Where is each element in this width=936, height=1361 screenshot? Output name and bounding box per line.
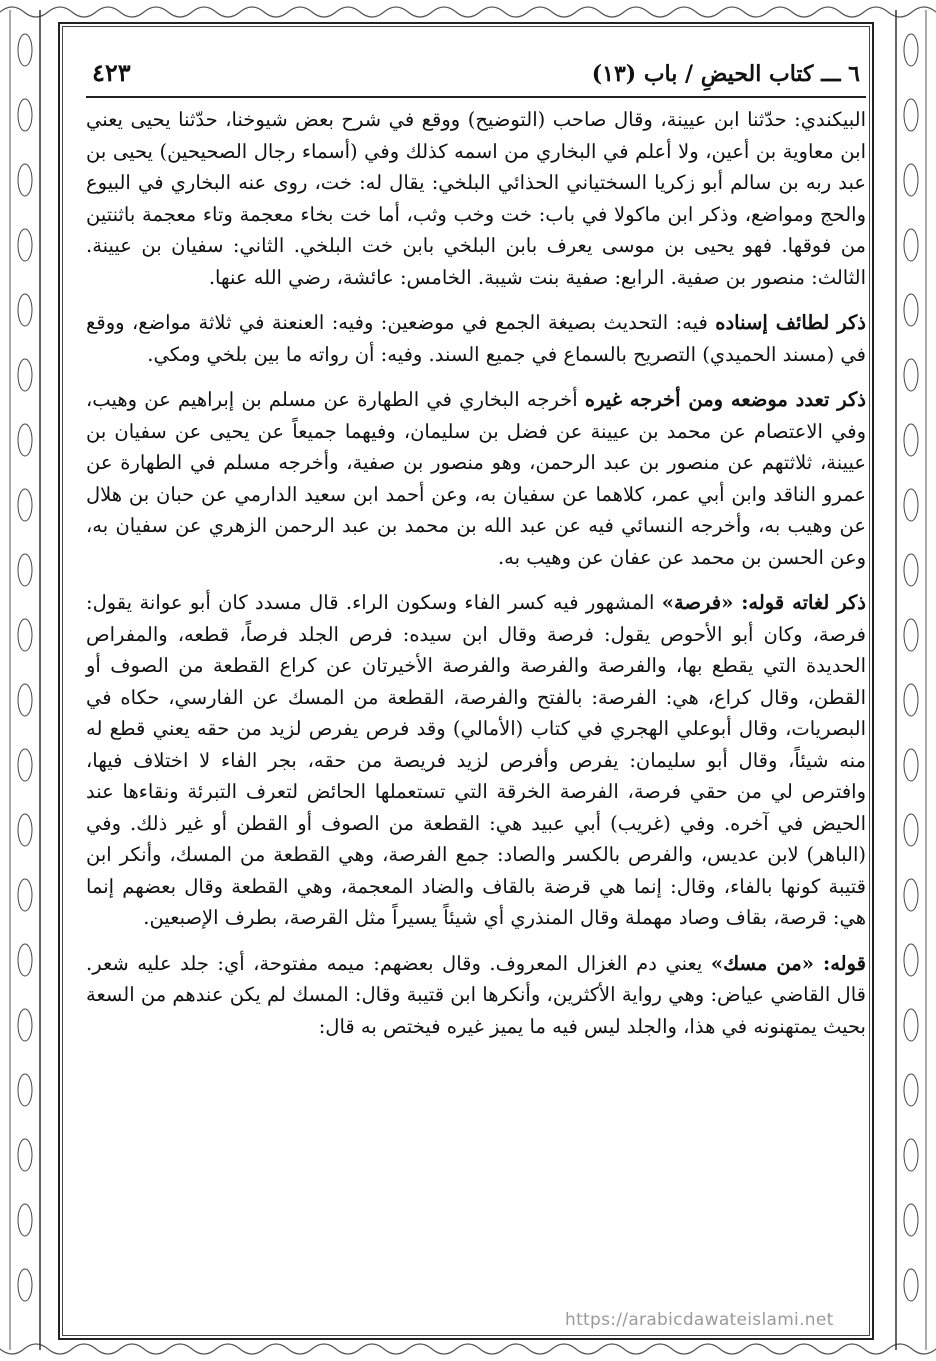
paragraph-musk (86, 948, 866, 1043)
paragraph-text: أخرجه البخاري في الطهارة عن مسلم بن إبراهيم عن وهيب، وفي الاعتصام عن محمد بن عيينة عن فضل بن سليمان، وفيهما جميعاً عن يحيى عن سفيان بن عيينة، ثلاثتهم عن منصور بن عبد الرحمن، وهو منصور بن صفية، وأخرجه مسلم في الطهارة عن عمرو الناقد وابن أبي عمر، كلاهما عن سفيان به، وعن أحمد ابن سعيد الدارمي عن حبان بن هلال عن وهيب به، وأخرجه النسائي فيه عن عبد الله بن محمد بن عبد الرحمن الزهري عن سفيان به، وعن الحسن بن محمد عن عفان عن وهيب به. (86, 388, 866, 569)
ornamental-border-left (0, 0, 46, 1361)
header-rule (86, 96, 866, 98)
page-number: ٤٢٣ (92, 58, 131, 87)
paragraph-lexical (86, 587, 866, 934)
paragraph-text: فيه: التحديث بصيغة الجمع في موضعين: وفيه: العنعنة في ثلاثة مواضع، ووقع في (مسند الحميدي) التصريح بالسماع في جميع السند. وفيه: أن رواته ما بين بلخي ومكي. (86, 311, 866, 366)
watermark-url: https://arabicdawateislami.net (565, 1310, 834, 1330)
paragraph-text: المشهور فيه كسر الفاء وسكون الراء. قال مسدد كان أبو عوانة يقول: فرصة، وكان أبو الأحوص يقول: فرصة وقال ابن سيده: فرص الجلد فرصاً، قطعه، والمفراص الحديدة التي يقطع بها، والفرصة والفرصة والفرصة الأخيرتان عن كراع القطعة من الصوف أو القطن، وقال كراع، هي: الفرصة: بالفتح والفرصة، القطعة من المسك عن الفارسي، حكاه في البصريات، وقال أبوعلي الهجري في كتاب (الأمالي) وقد فرص يفرص لزيد من حقه يعني قطع له منه شيئاً، وقال أبو سليمان: يفرص وأفرص لزيد فريصة من حقه، بجر الفاء لا اختلاف فيها، وافترص لي من حقي فرصة، الفرصة الخرقة التي تستعملها الحائض لتعرف التبرئة ونقاءها عند الحيض في آخره. وفي (غريب) أبي عبيد هي: القطعة من الصوف أو القطن أو غير ذلك. وفي (الباهر) لابن عديس، والفرص بالكسر والصاد: جمع الفرصة، وهي القطعة من المسك، وأنكر ابن قتيبة كونها بالفاء، وقال: إنما هي قرضة بالقاف والضاد المعجمة، وهي القطعة وقال بعضهم إنما هي: قرصة، بقاف وصاد مهملة وقال المنذري أي شيئاً يسيراً مثل القرصة، بطرف الإصبعين. (86, 591, 866, 929)
section-heading: قوله: «من مسك» (710, 951, 866, 975)
section-heading: ذكر تعدد موضعه ومن أخرجه غيره (584, 388, 866, 411)
page-header (92, 58, 860, 98)
paragraph-text: يعني دم الغزال المعروف. وقال بعضهم: ميمه مفتوحة، أي: جلد عليه شعر. قال القاضي عياض: وهي رواية الأكثرين، وأنكرها ابن قتيبة وقال: المسك لم يكن عندهم من السعة بحيث يمتهنونه في هذا، والجلد ليس فيه ما يميز غيره فيختص به قال: (86, 951, 866, 1038)
ornamental-border-bottom (0, 1343, 936, 1361)
paragraph-other-sources (86, 384, 866, 573)
paragraph-narrators (86, 104, 866, 293)
paragraph-isnad-subtleties (86, 307, 866, 370)
section-heading: ذكر لغاته قوله: «فرصة» (661, 591, 866, 614)
section-heading: ذكر لطائف إسناده (715, 311, 866, 334)
paragraph-text: البيكندي: حدّثنا ابن عيينة، وقال صاحب (التوضيح) ووقع في شرح بعض شيوخنا، حدّثنا يحيى يعني ابن معاوية بن أعين، ولا أعلم في البخاري من اسمه كذلك وفي (أسماء رجال الصحيحين) يحيى بن عبد ربه بن سالم أبو زكريا السختياني الحذائي البلخي: يقال له: خت، روى عنه البخاري في البيوع والحج ومواضع، وذكر ابن ماكولا في باب: خت وخب وثب، أما خت بخاء معجمة وتاء معجمة باثنتين من فوقها. فهو يحيى بن موسى يعرف بابن البلخي بابن خت البلخي. الثاني: سفيان بن عيينة. الثالث: منصور بن صفية. الرابع: صفية بنت شيبة. الخامس: عائشة، رضي الله عنها. (86, 108, 866, 289)
ornamental-border-top (0, 0, 936, 18)
ornamental-border-right (890, 0, 936, 1361)
running-head: ٦ ـــ كتاب الحيضِ / باب (١٣) (591, 61, 860, 87)
body-text (86, 104, 866, 1056)
